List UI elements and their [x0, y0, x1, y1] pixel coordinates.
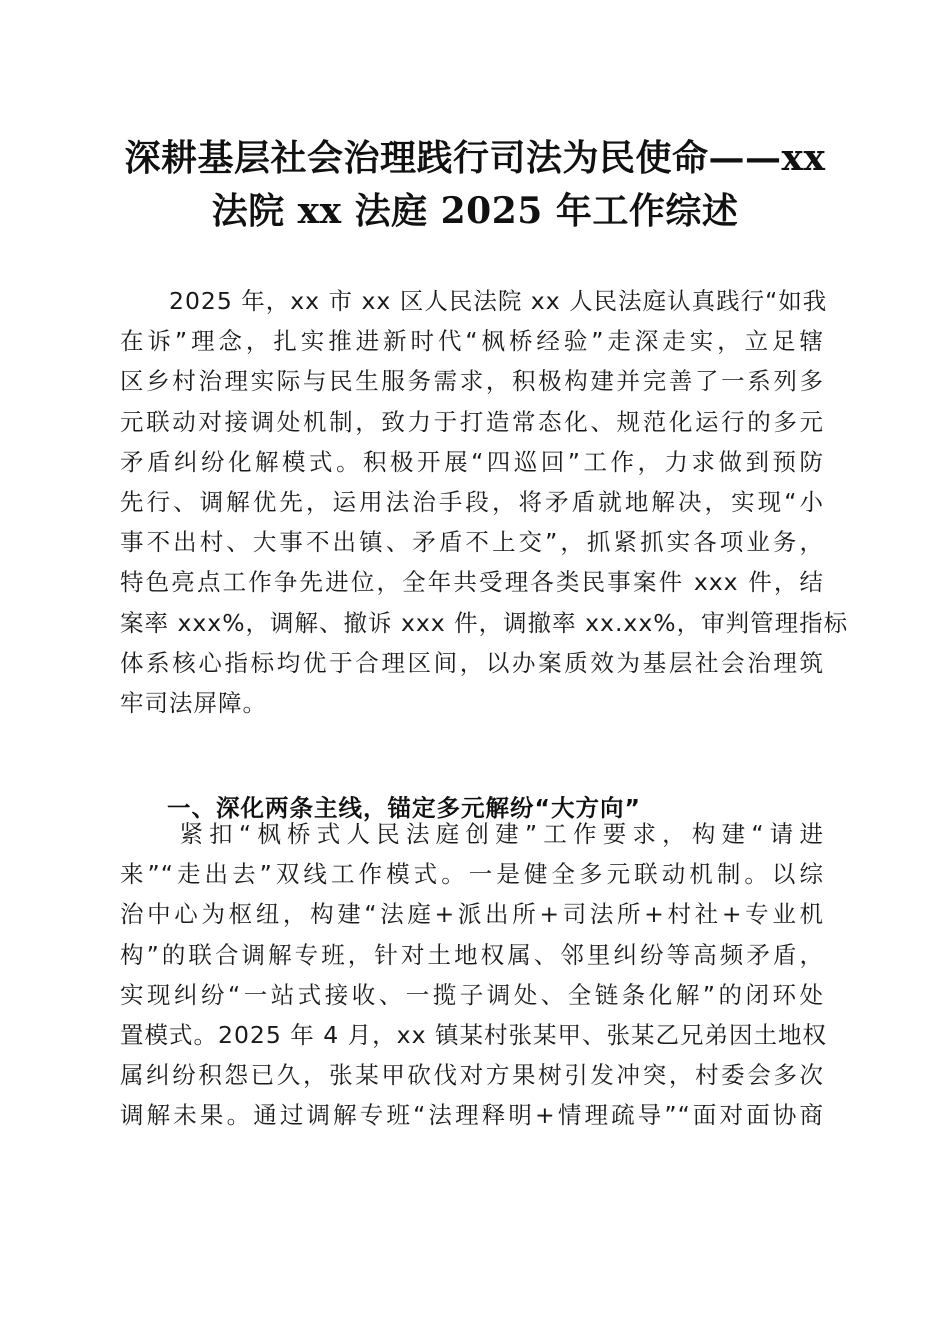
paragraph-line: 来”“走出去”双线工作模式。一是健全多元联动机制。以综 [120, 860, 824, 889]
paragraph-line: 牢司法屏障。 [120, 688, 267, 717]
paragraph-line: 置模式。2025 年 4 月，xx 镇某村张某甲、张某乙兄弟因土地权 [120, 1020, 827, 1049]
paragraph-line: 紧扣“枫桥式人民法庭创建”工作要求，构建“请进 [120, 820, 824, 848]
paragraph-line: 体系核心指标均优于合理区间，以办案质效为基层社会治理筑 [120, 648, 824, 677]
section-paragraph [120, 814, 827, 1136]
paragraph-line: 事不出村、大事不出镇、矛盾不上交”，抓紧抓实各项业务， [120, 528, 824, 557]
title-line: 法院 xx 法庭 2025 年工作综述 [211, 190, 739, 232]
paragraph-line: 属纠纷积怨已久，张某甲砍伐对方果树引发冲突，村委会多次 [120, 1061, 824, 1090]
intro-paragraph [120, 281, 849, 723]
paragraph-line: 元联动对接调处机制，致力于打造常态化、规范化运行的多元 [120, 407, 824, 436]
paragraph-line: 案率 xxx%，调解、撤诉 xxx 件，调撤率 xx.xx%，审判管理指标 [120, 608, 849, 637]
section-heading: 一、深化两条主线，锚定多元解纷“大方向” [167, 793, 641, 822]
document-title [120, 132, 830, 238]
title-line: 深耕基层社会治理践行司法为民使命——xx [124, 137, 826, 179]
paragraph-line: 先行、调解优先，运用法治手段，将矛盾就地解决，实现“小 [120, 487, 824, 516]
paragraph-line: 特色亮点工作争先进位，全年共受理各类民事案件 xxx 件，结 [120, 568, 824, 597]
paragraph-line: 在诉”理念，扎实推进新时代“枫桥经验”走深走实，立足辖 [120, 327, 824, 356]
paragraph-line: 区乡村治理实际与民生服务需求，积极构建并完善了一系列多 [120, 367, 824, 396]
paragraph-line: 调解未果。通过调解专班“法理释明+情理疏导”“面对面协商 [120, 1101, 824, 1130]
paragraph-line: 构”的联合调解专班，针对土地权属、邻里纠纷等高频矛盾， [120, 940, 824, 969]
paragraph-line: 治中心为枢纽，构建“法庭+派出所+司法所+村社+专业机 [120, 900, 824, 929]
paragraph-line: 2025 年，xx 市 xx 区人民法院 xx 人民法庭认真践行“如我 [120, 287, 828, 315]
paragraph-line: 实现纠纷“一站式接收、一揽子调处、全链条化解”的闭环处 [120, 980, 824, 1009]
paragraph-line: 矛盾纠纷化解模式。积极开展“四巡回”工作，力求做到预防 [120, 447, 824, 476]
